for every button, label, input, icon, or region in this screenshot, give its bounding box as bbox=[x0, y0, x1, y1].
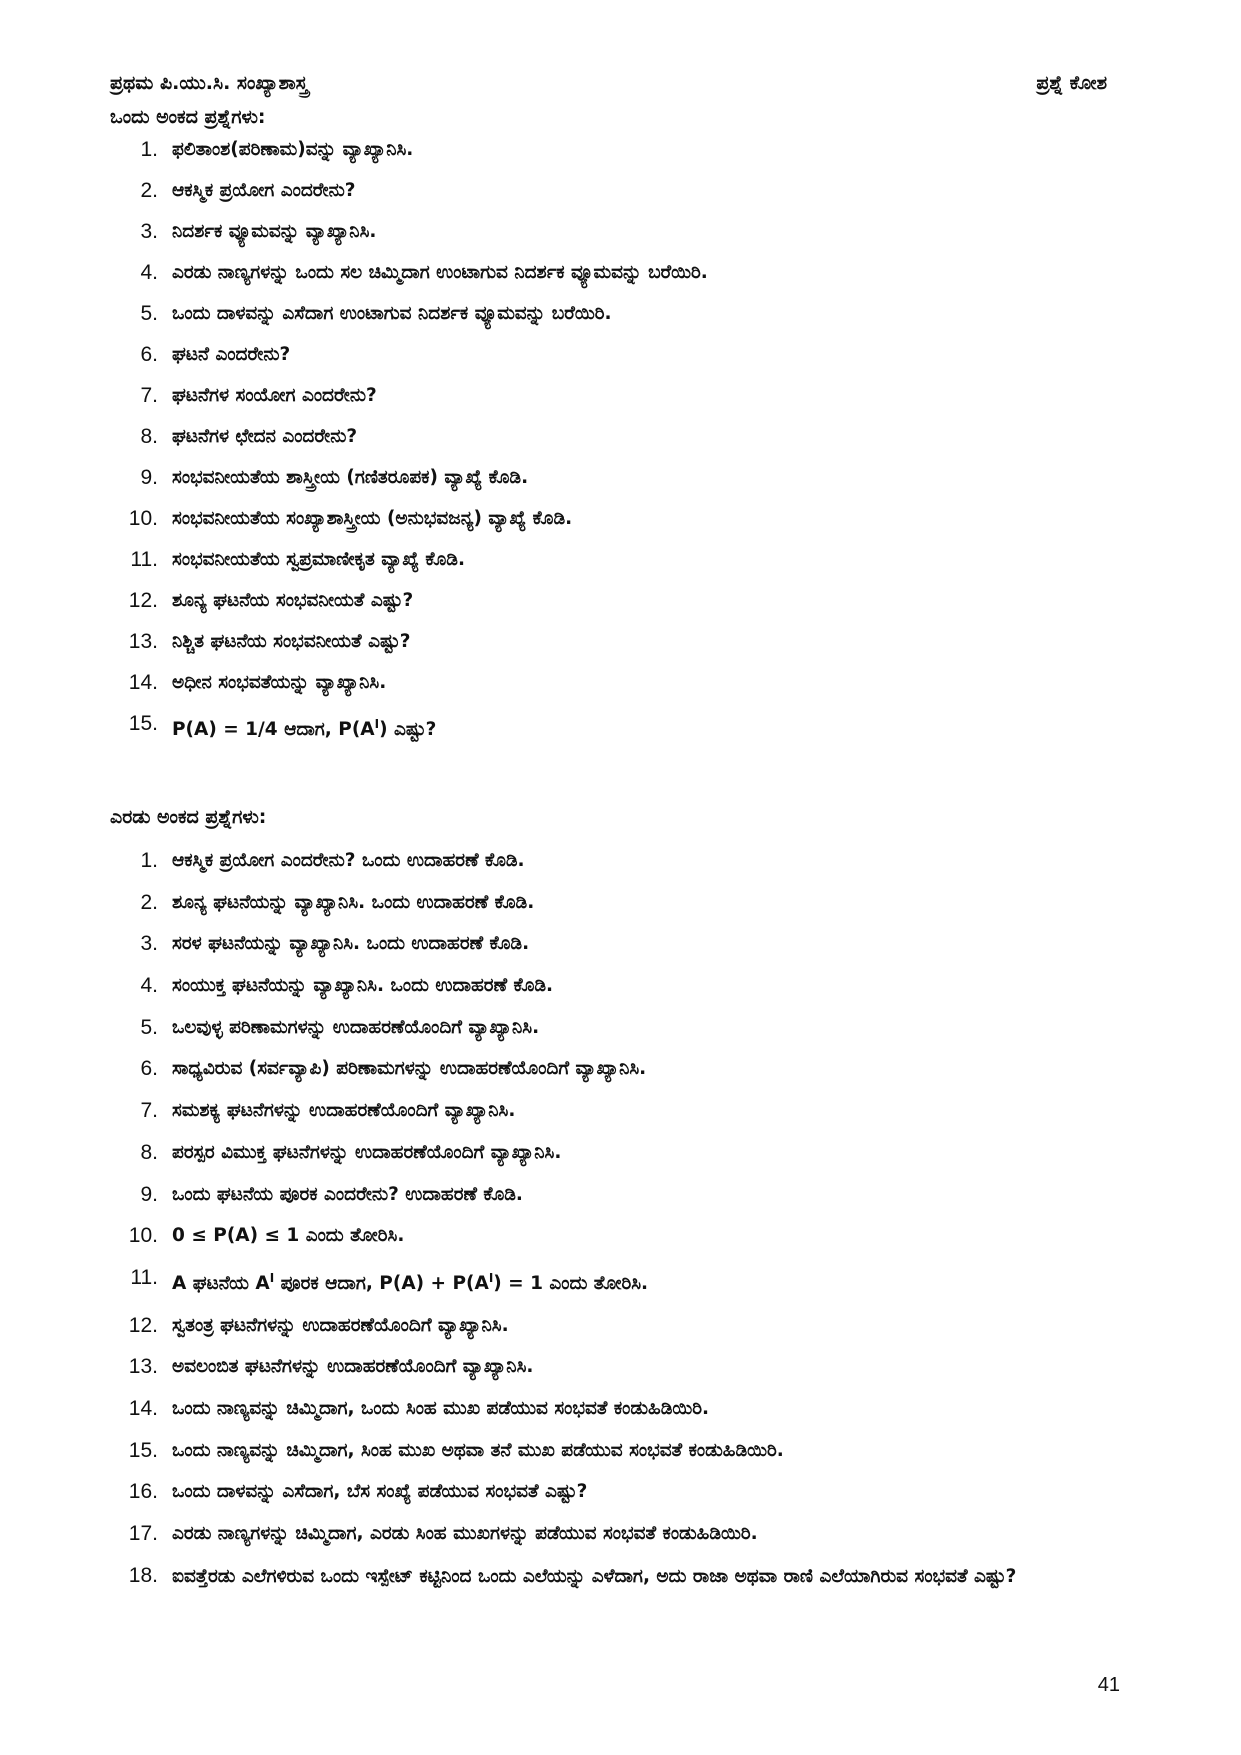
header-subtitle: ಪ್ರಶ್ನೆ ಕೋಶ bbox=[1036, 72, 1107, 94]
list-item: 18. ಐವತ್ತೆರಡು ಎಲೆಗಳಿರುವ ಒಂದು ಇಸ್ಪೇಟ್ ಕಟ್ಟಿನಿಂದ ಒಂದು ಎಲೆಯನ್ನು ಎಳೆದಾಗ, ಅದು ರಾಜಾ ಅಥವಾ ರಾಣಿ ಎಲೆಯಾಗಿರುವ ಸಂಭವತೆ ಎಷ್ಟು? bbox=[128, 1563, 1017, 1587]
list-item: 1. ಆಕಸ್ಮಿಕ ಪ್ರಯೋಗ ಎಂದರೇನು? ಒಂದು ಉದಾಹರಣೆ ಕೊಡಿ. bbox=[140, 849, 525, 872]
list-item: 13. ಅವಲಂಬಿತ ಘಟನೆಗಳನ್ನು ಉದಾಹರಣೆಯೊಂದಿಗೆ ವ್ಯಾಖ್ಯಾನಿಸಿ. bbox=[128, 1355, 534, 1379]
list-item: 11. A ಘಟನೆಯ $A^I$ ಪೂರಕ ಆದಾಗ, $P(A) + P(A^I) = 1$ ಎಂದು ತೋರಿಸಿ. bbox=[130, 1265, 649, 1295]
list-item: 12. ಸ್ವತಂತ್ರ ಘಟನೆಗಳನ್ನು ಉದಾಹರಣೆಯೊಂದಿಗೆ ವ್ಯಾಖ್ಯಾನಿಸಿ. bbox=[128, 1313, 509, 1337]
list-item: 6. ಸಾಧ್ಯವಿರುವ (ಸರ್ವವ್ಯಾಪಿ) ಪರಿಣಾಮಗಳನ್ನು ಉದಾಹರಣೆಯೊಂದಿಗೆ ವ್ಯಾಖ್ಯಾನಿಸಿ. bbox=[140, 1057, 647, 1081]
list-item: 2. ಶೂನ್ಯ ಘಟನೆಯನ್ನು ವ್ಯಾಖ್ಯಾನಿಸಿ. ಒಂದು ಉದಾಹರಣೆ ಕೊಡಿ. bbox=[140, 890, 535, 914]
list-item: 7. ಘಟನೆಗಳ ಸಂಯೋಗ ಎಂದರೇನು? bbox=[140, 384, 377, 407]
list-item: 5. ಒಲವುಳ್ಳ ಪರಿಣಾಮಗಳನ್ನು ಉದಾಹರಣೆಯೊಂದಿಗೆ ವ್ಯಾಖ್ಯಾನಿಸಿ. bbox=[140, 1015, 540, 1039]
list-item: 2. ಆಕಸ್ಮಿಕ ಪ್ರಯೋಗ ಎಂದರೇನು? bbox=[140, 179, 356, 202]
list-item: 4. ಸಂಯುಕ್ತ ಘಟನೆಯನ್ನು ವ್ಯಾಖ್ಯಾನಿಸಿ. ಒಂದು ಉದಾಹರಣೆ ಕೊಡಿ. bbox=[140, 974, 554, 998]
page-number: 41 bbox=[1097, 1674, 1120, 1696]
list-item: 10. 0 ≤ P(A) ≤ 1 ಎಂದು ತೋರಿಸಿ. bbox=[128, 1224, 405, 1248]
section-title-one-mark: ಒಂದು ಅಂಕದ ಪ್ರಶ್ನೆಗಳು: bbox=[110, 106, 266, 128]
list-item: 15. P(A) = 1/4 ಆದಾಗ, $P(A^I)$ ಎಷ್ಟು? bbox=[128, 712, 437, 741]
list-item: 8. ಘಟನೆಗಳ ಛೇದನ ಎಂದರೇನು? bbox=[140, 425, 358, 448]
list-item: 15. ಒಂದು ನಾಣ್ಯವನ್ನು ಚಿಮ್ಮಿದಾಗ, ಸಿಂಹ ಮುಖ ಅಥವಾ ತನೆ ಮುಖ ಪಡೆಯುವ ಸಂಭವತೆ ಕಂಡುಹಿಡಿಯಿರಿ. bbox=[128, 1438, 784, 1462]
two-mark-question-list bbox=[0, 846, 1241, 1604]
list-item: 14. ಅಧೀನ ಸಂಭವತೆಯನ್ನು ವ್ಯಾಖ್ಯಾನಿಸಿ. bbox=[128, 671, 387, 694]
list-item: 6. ಘಟನೆ ಎಂದರೇನು? bbox=[140, 343, 291, 366]
list-item: 3. ಸರಳ ಘಟನೆಯನ್ನು ವ್ಯಾಖ್ಯಾನಿಸಿ. ಒಂದು ಉದಾಹರಣೆ ಕೊಡಿ. bbox=[140, 932, 530, 956]
list-item: 13. ನಿಶ್ಚಿತ ಘಟನೆಯ ಸಂಭವನೀಯತೆ ಎಷ್ಟು? bbox=[128, 630, 411, 653]
list-item: 3. ನಿದರ್ಶಕ ವ್ಯೂಮವನ್ನು ವ್ಯಾಖ್ಯಾನಿಸಿ. bbox=[140, 220, 377, 243]
list-item: 8. ಪರಸ್ಪರ ವಿಮುಕ್ತ ಘಟನೆಗಳನ್ನು ಉದಾಹರಣೆಯೊಂದಿಗೆ ವ್ಯಾಖ್ಯಾನಿಸಿ. bbox=[140, 1140, 562, 1164]
header-title: ಪ್ರಥಮ ಪಿ.ಯು.ಸಿ. ಸಂಖ್ಯಾಶಾಸ್ತ್ರ bbox=[110, 72, 308, 94]
page-header bbox=[110, 72, 1107, 100]
list-item: 1. ಫಲಿತಾಂಶ(ಪರಿಣಾಮ)ವನ್ನು ವ್ಯಾಖ್ಯಾನಿಸಿ. bbox=[140, 138, 414, 161]
list-item: 7. ಸಮಶಕ್ಯ ಘಟನೆಗಳನ್ನು ಉದಾಹರಣೆಯೊಂದಿಗೆ ವ್ಯಾಖ್ಯಾನಿಸಿ. bbox=[140, 1099, 516, 1123]
list-item: 12. ಶೂನ್ಯ ಘಟನೆಯ ಸಂಭವನೀಯತೆ ಎಷ್ಟು? bbox=[128, 589, 414, 612]
list-item: 14. ಒಂದು ನಾಣ್ಯವನ್ನು ಚಿಮ್ಮಿದಾಗ, ಒಂದು ಸಿಂಹ ಮುಖ ಪಡೆಯುವ ಸಂಭವತೆ ಕಂಡುಹಿಡಿಯಿರಿ. bbox=[128, 1397, 710, 1421]
list-item: 4. ಎರಡು ನಾಣ್ಯಗಳನ್ನು ಒಂದು ಸಲ ಚಿಮ್ಮಿದಾಗ ಉಂಟಾಗುವ ನಿದರ್ಶಕ ವ್ಯೂಮವನ್ನು ಬರೆಯಿರಿ. bbox=[140, 261, 708, 284]
list-item: 9. ಸಂಭವನೀಯತೆಯ ಶಾಸ್ತ್ರೀಯ (ಗಣಿತರೂಪಕ) ವ್ಯಾಖ್ಯೆ ಕೊಡಿ. bbox=[140, 466, 529, 489]
list-item: 10. ಸಂಭವನೀಯತೆಯ ಸಂಖ್ಯಾಶಾಸ್ತ್ರೀಯ (ಅನುಭವಜನ್ಯ) ವ್ಯಾಖ್ಯೆ ಕೊಡಿ. bbox=[128, 507, 573, 530]
list-item: 11. ಸಂಭವನೀಯತೆಯ ಸ್ವಪ್ರಮಾಣೀಕೃತ ವ್ಯಾಖ್ಯೆ ಕೊಡಿ. bbox=[130, 548, 465, 571]
list-item: 16. ಒಂದು ದಾಳವನ್ನು ಎಸೆದಾಗ, ಬೆಸ ಸಂಖ್ಯೆ ಪಡೆಯುವ ಸಂಭವತೆ ಎಷ್ಟು? bbox=[128, 1480, 588, 1504]
list-item: 5. ಒಂದು ದಾಳವನ್ನು ಎಸೆದಾಗ ಉಂಟಾಗುವ ನಿದರ್ಶಕ ವ್ಯೂಮವನ್ನು ಬರೆಯಿರಿ. bbox=[140, 302, 612, 325]
list-item: 17. ಎರಡು ನಾಣ್ಯಗಳನ್ನು ಚಿಮ್ಮಿದಾಗ, ಎರಡು ಸಿಂಹ ಮುಖಗಳನ್ನು ಪಡೆಯುವ ಸಂಭವತೆ ಕಂಡುಹಿಡಿಯಿರಿ. bbox=[128, 1522, 758, 1546]
list-item: 9. ಒಂದು ಘಟನೆಯ ಪೂರಕ ಎಂದರೇನು? ಉದಾಹರಣೆ ಕೊಡಿ. bbox=[140, 1182, 523, 1206]
one-mark-question-list bbox=[0, 135, 1241, 756]
section-title-two-mark: ಎರಡು ಅಂಕದ ಪ್ರಶ್ನೆಗಳು: bbox=[110, 806, 267, 828]
